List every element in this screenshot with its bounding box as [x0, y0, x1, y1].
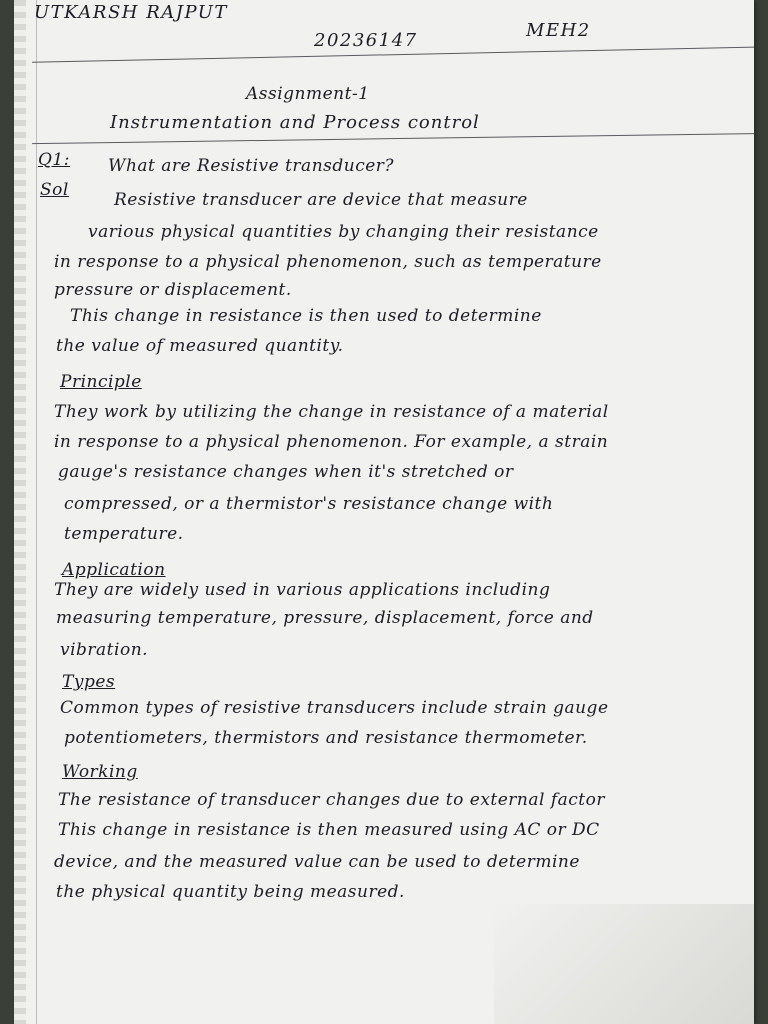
- principle-line: temperature.: [64, 524, 184, 544]
- solution-line: pressure or displacement.: [54, 280, 292, 300]
- section-heading-working: Working: [62, 762, 138, 782]
- section-heading-application: Application: [62, 560, 166, 580]
- assignment-title: Assignment-1: [246, 84, 370, 104]
- application-line: vibration.: [60, 640, 149, 660]
- application-line: measuring temperature, pressure, displacement, force and: [56, 608, 594, 628]
- roll-number: 20236147: [314, 30, 418, 51]
- application-line: They are widely used in various applications including: [54, 580, 551, 600]
- subject-title: Instrumentation and Process control: [110, 112, 480, 133]
- working-line: device, and the measured value can be used to determine: [54, 852, 580, 872]
- types-line: potentiometers, thermistors and resistance thermometer.: [64, 728, 588, 748]
- solution-line: in response to a physical phenomenon, such as temperature: [54, 252, 602, 272]
- section-code: MEH2: [526, 20, 591, 41]
- solution-line: Resistive transducer are device that measure: [114, 190, 528, 210]
- principle-line: gauge's resistance changes when it's stretched or: [58, 462, 514, 482]
- section-heading-types: Types: [62, 672, 116, 692]
- types-line: Common types of resistive transducers include strain gauge: [60, 698, 609, 718]
- student-name: UTKARSH RAJPUT: [34, 2, 228, 23]
- working-line: The resistance of transducer changes due to external factor: [58, 790, 605, 810]
- principle-line: compressed, or a thermistor's resistance change with: [64, 494, 554, 514]
- principle-line: in response to a physical phenomenon. For example, a strain: [54, 432, 609, 452]
- solution-line: the value of measured quantity.: [56, 336, 344, 356]
- notebook-page: [14, 0, 754, 1024]
- margin-line: [36, 0, 37, 1024]
- question-text: What are Resistive transducer?: [108, 156, 395, 176]
- page-shadow: [494, 904, 754, 1024]
- working-line: This change in resistance is then measured using AC or DC: [58, 820, 600, 840]
- section-heading-principle: Principle: [60, 372, 142, 392]
- working-line: the physical quantity being measured.: [56, 882, 405, 902]
- solution-label: Sol: [40, 180, 69, 200]
- solution-line: various physical quantities by changing their resistance: [88, 222, 599, 242]
- question-label: Q1:: [38, 150, 70, 170]
- principle-line: They work by utilizing the change in resistance of a material: [54, 402, 609, 422]
- title-rule: [32, 133, 754, 144]
- solution-line: This change in resistance is then used to determine: [70, 306, 542, 326]
